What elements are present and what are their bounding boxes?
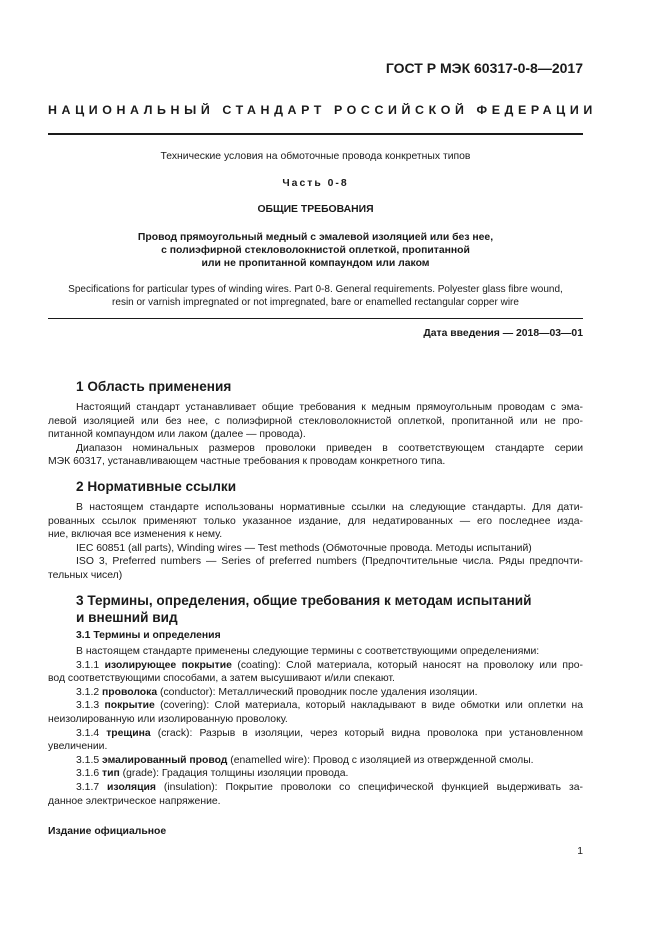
term-name: эмалированный провод (102, 754, 228, 766)
en-title-line: Specifications for particular types of winding wires. Part 0-8. General requirements. Polyester glass fibre wound, (68, 284, 563, 295)
ru-title-line: с полиэфирной стекловолокнистой оплеткой, пропитанной (161, 245, 470, 256)
text-line: Настоящий стандарт устанавливает общие требования к медным прямоугольным проводам с эма- (76, 402, 583, 413)
subsection-3-1-heading: 3.1 Термины и определения (76, 630, 221, 641)
term-definition: (coating): Слой материала, который наносят на проволоку или про- (231, 659, 583, 671)
standard-code: ГОСТ Р МЭК 60317-0-8—2017 (385, 60, 583, 76)
term-definition: (crack): Разрыв в изоляции, через который видна проволока при установленном (150, 727, 584, 739)
series-title: Технические условия на обмоточные провода конкретных типов (160, 151, 471, 162)
term-line (48, 659, 583, 673)
national-standard-title: НАЦИОНАЛЬНЫЙ СТАНДАРТ РОССИЙСКОЙ ФЕДЕРАЦИИ (48, 103, 597, 117)
section-2-body (48, 501, 583, 583)
term-number: 3.1.7 (76, 781, 100, 793)
term-number: 3.1.6 (76, 768, 100, 780)
term-continuation: увеличении. (48, 741, 108, 753)
term-continuation: данное электрическое напряжение. (48, 795, 221, 807)
section-title: ОБЩИЕ ТРЕБОВАНИЯ (257, 204, 374, 215)
term-name: трещина (106, 727, 151, 739)
en-title (48, 283, 583, 309)
heading-line: и внешний вид (76, 610, 178, 625)
text-line: рованных ссылок применяют только указанное издание, для недатированных — его последнее изда- (48, 515, 583, 527)
text-line: В настоящем стандарте применены следующие термины с соответствующими определениями: (76, 646, 540, 657)
term-line (48, 754, 583, 768)
term-name: изоляция (107, 781, 156, 793)
term-number: 3.1.4 (76, 727, 100, 739)
term-definition: (covering): Слой материала, который накладывают в виде обмотки или оплетки на (154, 700, 583, 712)
term-definition: (insulation): Покрытие проволоки со специфической функцией выдерживать за- (155, 781, 583, 793)
title-rule (48, 318, 583, 319)
ru-title-line: Провод прямоугольный медный с эмалевой изоляцией или без нее, (137, 232, 494, 243)
text-line: ние, включая все изменения к нему. (48, 529, 223, 541)
term-number: 3.1.5 (76, 754, 100, 766)
ru-title (48, 231, 583, 270)
term-name: покрытие (104, 700, 155, 712)
text-line: питанной компаундом или лаком (далее — провода). (48, 429, 306, 441)
ru-title-line: или не пропитанной компаундом или лаком (201, 258, 430, 269)
term-continuation: неизолированную или изолированную проволоку. (48, 713, 288, 725)
term-line (48, 781, 583, 795)
term-definition: (enamelled wire): Провод с изоляцией из отвержденной смолы. (227, 754, 534, 766)
section-1-heading: 1 Область применения (76, 379, 232, 394)
en-title-line: resin or varnish impregnated or not impregnated, bare or enamelled rectangular copper wire (112, 297, 519, 308)
official-edition-label: Издание официальное (48, 826, 167, 837)
section-2-heading: 2 Нормативные ссылки (76, 479, 237, 494)
term-line (48, 686, 583, 700)
term-number: 3.1.3 (76, 700, 100, 712)
effective-date: Дата введения — 2018—03—01 (423, 328, 583, 339)
text-line: левой изоляцией или без нее, с полиэфирной стекловолокнистой оплеткой, пропитанной или не про- (48, 415, 583, 427)
term-number: 3.1.2 (76, 686, 100, 698)
section-3-heading (76, 592, 532, 626)
term-line (48, 727, 583, 741)
term-name: тип (102, 768, 120, 780)
heading-line: 3 Термины, определения, общие требования к методам испытаний (76, 593, 532, 608)
text-line: IEC 60851 (all parts), Winding wires — Test methods (Обмоточные провода. Методы испытаний) (76, 542, 532, 554)
header-rule (48, 133, 583, 135)
text-line: Диапазон номинальных размеров проволоки приведен в соответствующем стандарте серии (76, 442, 583, 454)
term-line (48, 699, 583, 713)
page-number: 1 (577, 846, 583, 857)
term-continuation: вод соответствующими способами, а затем высушивают и/или спекают. (48, 673, 395, 685)
section-3-body (48, 645, 583, 808)
text-line: ISO 3, Preferred numbers — Series of preferred numbers (Предпочтительные числа. Ряды предпочти- (76, 556, 583, 568)
term-definition: (grade): Градация толщины изоляции провода. (119, 768, 349, 780)
section-1-body (48, 401, 583, 469)
term-name: проволока (102, 686, 158, 698)
term-number: 3.1.1 (76, 659, 100, 671)
text-line: МЭК 60317, устанавливающем частные требования к проводам конкретного типа. (48, 456, 446, 468)
term-name: изолирующее покрытие (104, 659, 232, 671)
text-line: В настоящем стандарте использованы нормативные ссылки на следующие стандарты. Для дати- (76, 502, 583, 513)
part-label: Часть 0-8 (282, 178, 349, 189)
text-line: тельных чисел) (48, 569, 123, 581)
term-line (48, 767, 583, 781)
term-definition: (conductor): Металлический проводник после удаления изоляции. (157, 686, 478, 698)
